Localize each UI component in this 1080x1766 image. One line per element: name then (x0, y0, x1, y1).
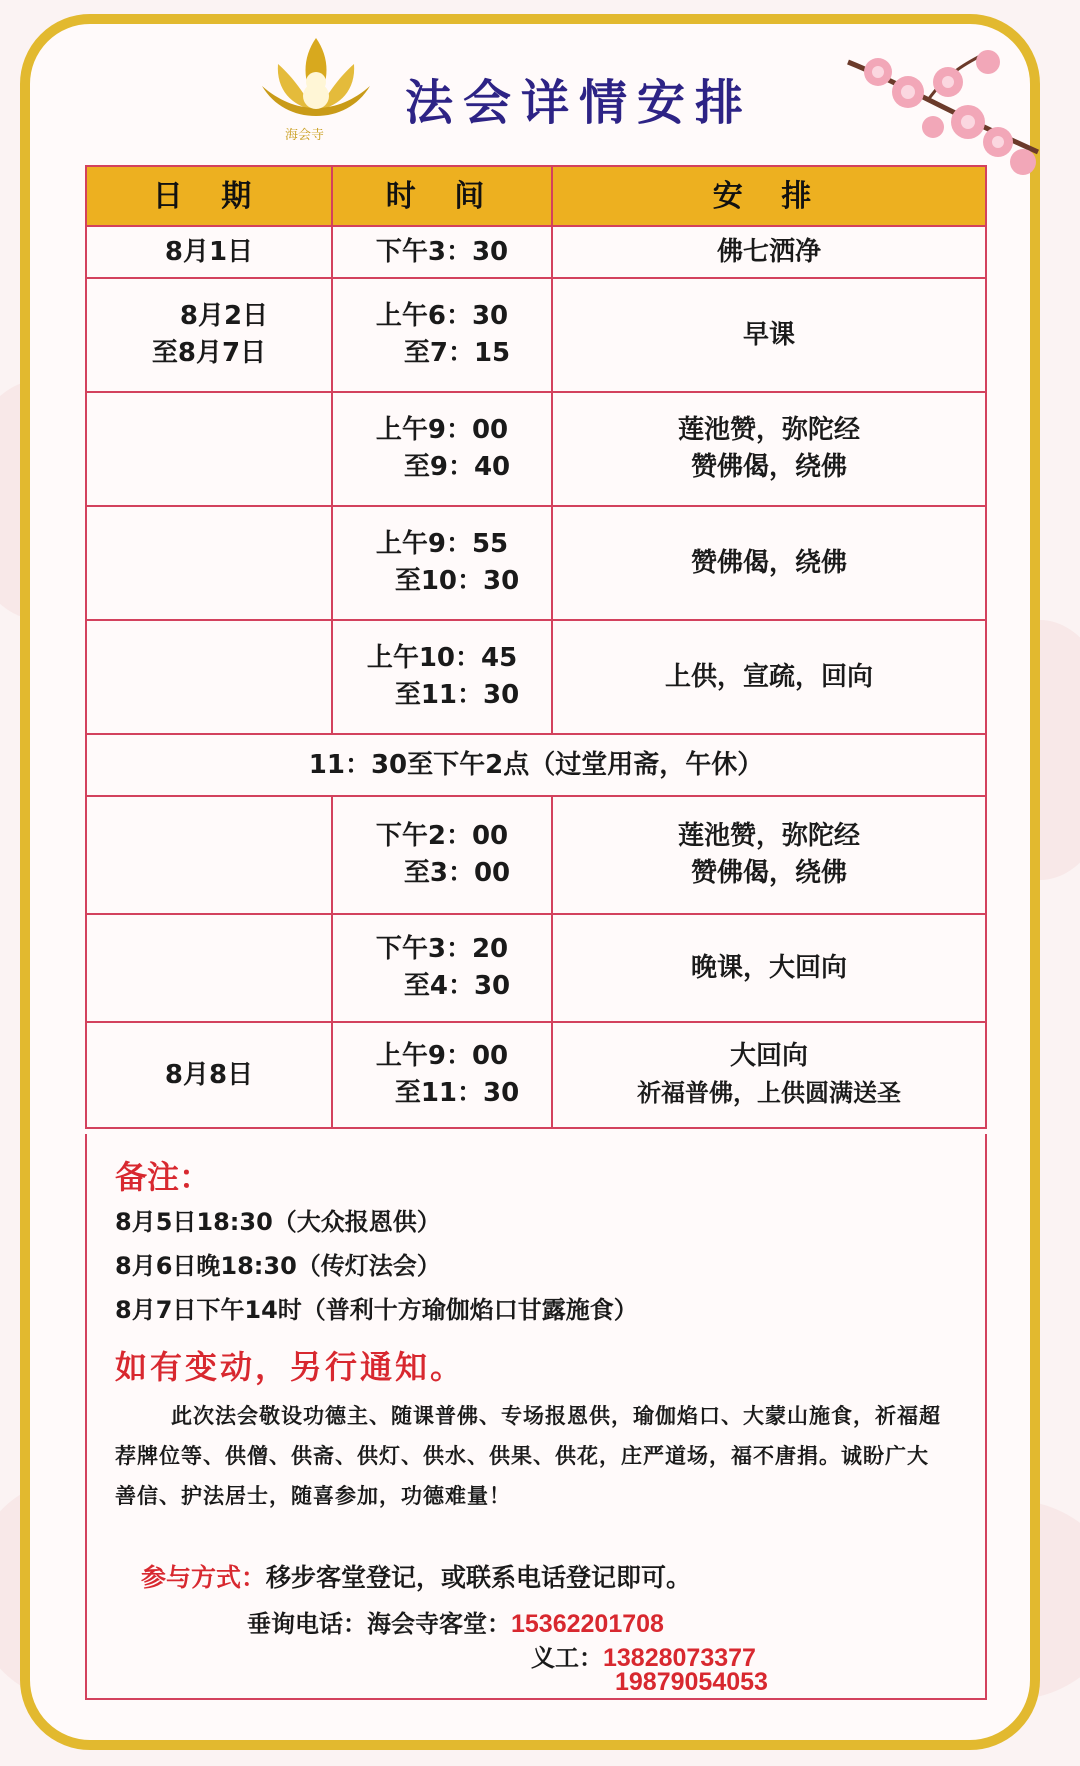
table-row (86, 620, 986, 734)
column-header-time: 时 间 (332, 166, 552, 226)
table-row (86, 226, 986, 278)
date-cell (86, 914, 332, 1022)
time-cell: 下午3：30 (332, 226, 552, 278)
note-item: 8月5日18:30（大众报恩供） (115, 1208, 441, 1236)
change-notice: 如有变动，另行通知。 (115, 1348, 466, 1386)
date-cell (86, 392, 332, 506)
time-cell: 上午9：00 至9：40 (332, 392, 552, 506)
arrangement-cell: 赞佛偈，绕佛 (552, 506, 986, 620)
phone-row (247, 1604, 664, 1639)
participation-text: 移步客堂登记，或联系电话登记即可。 (266, 1563, 692, 1592)
arrangement-cell: 早课 (552, 278, 986, 392)
table-row (86, 278, 986, 392)
notes-title: 备注： (115, 1158, 212, 1196)
notes-box (85, 1134, 987, 1700)
date-cell: 8月2日 至8月7日 (86, 278, 332, 392)
column-header-date: 日 期 (86, 166, 332, 226)
time-cell: 上午10：45 至11：30 (332, 620, 552, 734)
time-cell: 下午3：20 至4：30 (332, 914, 552, 1022)
note-item: 8月6日晚18:30（传灯法会） (115, 1252, 441, 1280)
page-title: 法会详情安排 (405, 75, 754, 131)
date-cell (86, 796, 332, 914)
schedule-table (85, 165, 987, 1129)
time-cell: 上午9：00 至11：30 (332, 1022, 552, 1128)
table-row (86, 796, 986, 914)
note-item: 8月7日下午14时（普利十方瑜伽焰口甘露施食） (115, 1296, 638, 1324)
date-cell (86, 506, 332, 620)
logo-text: 海会寺 (285, 128, 325, 143)
date-cell (86, 620, 332, 734)
phone-number: 19879054053 (615, 1668, 768, 1696)
phone-number: 15362201708 (511, 1610, 664, 1638)
phone-label: 义工： (531, 1644, 603, 1672)
break-cell: 11：30至下午2点（过堂用斋，午休） (86, 734, 986, 796)
participation-line (141, 1558, 691, 1594)
table-row (86, 1022, 986, 1128)
table-row (86, 914, 986, 1022)
arrangement-cell: 莲池赞，弥陀经 赞佛偈，绕佛 (552, 796, 986, 914)
break-row (86, 734, 986, 796)
arrangement-cell: 晚课，大回向 (552, 914, 986, 1022)
arrangement-cell: 大回向 祈福普佛，上供圆满送圣 (552, 1022, 986, 1128)
table-row (86, 392, 986, 506)
arrangement-cell: 莲池赞，弥陀经 赞佛偈，绕佛 (552, 392, 986, 506)
column-header-arrangement: 安 排 (552, 166, 986, 226)
date-cell: 8月1日 (86, 226, 332, 278)
date-cell: 8月8日 (86, 1022, 332, 1128)
phone-row (615, 1668, 768, 1697)
description-text: 此次法会敬设功德主、随课普佛、专场报恩供，瑜伽焰口、大蒙山施食，祈福超荐牌位等、供僧、供斋、供灯、供水、供果、供花，庄严道场，福不唐捐。诚盼广大善信、护法居士，随喜参加，功德难量！ (115, 1404, 941, 1508)
time-cell: 上午9：55 至10：30 (332, 506, 552, 620)
time-cell: 下午2：00 至3：00 (332, 796, 552, 914)
time-cell: 上午6：30 至7：15 (332, 278, 552, 392)
phone-label: 垂询电话：海会寺客堂： (247, 1610, 511, 1638)
arrangement-cell: 上供，宣疏，回向 (552, 620, 986, 734)
arrangement-cell: 佛七洒净 (552, 226, 986, 278)
table-row (86, 506, 986, 620)
participation-label: 参与方式： (141, 1563, 267, 1592)
table-header-row (86, 166, 986, 226)
phone-number: 13828073377 (603, 1644, 756, 1672)
